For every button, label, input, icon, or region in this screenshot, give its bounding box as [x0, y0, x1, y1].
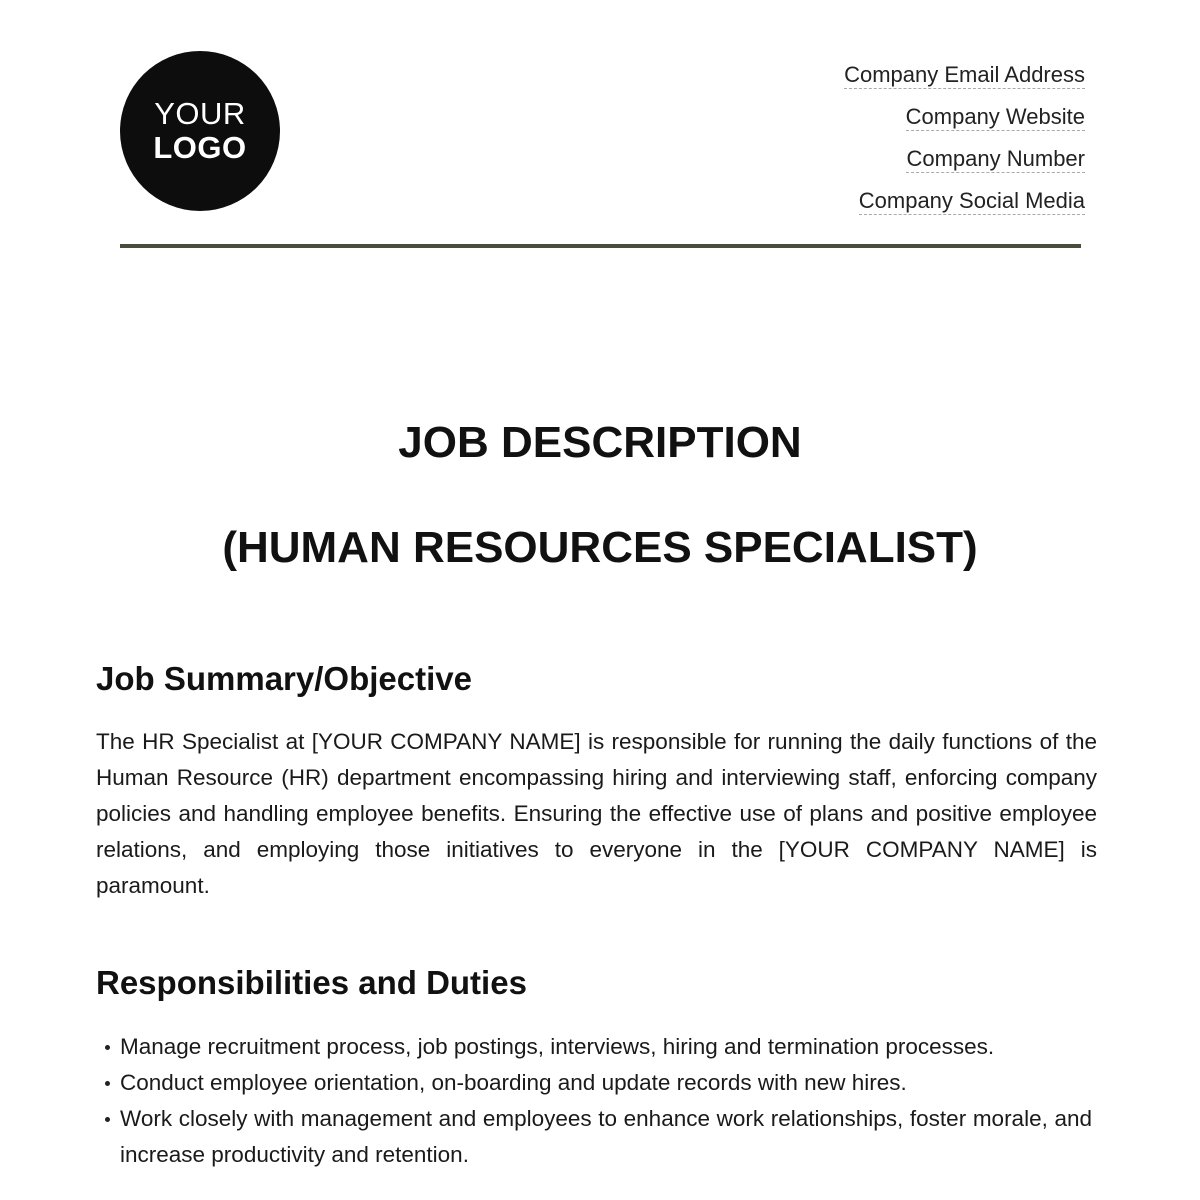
company-website: Company Website — [905, 104, 1085, 129]
document-title: JOB DESCRIPTION — [398, 418, 802, 467]
company-logo — [120, 51, 280, 211]
responsibilities-list — [96, 1029, 1092, 1173]
company-contacts — [844, 54, 1085, 222]
summary-paragraph: The HR Specialist at [YOUR COMPANY NAME] is responsible for running the daily functions of the Human Resource (HR) department encompassing hiring and interviewing staff, enforcing company policies and handling employee benefits. Ensuring the effective use of plans and positive employee relations, and employing those initiatives to everyone in the [YOUR COMPANY NAME] is paramount. — [96, 729, 1097, 898]
list-item: Work closely with management and employees to enhance work relationships, foster morale, and increase productivity and retention. — [120, 1101, 1092, 1173]
summary-heading: Job Summary/Objective — [96, 660, 472, 697]
document-subtitle: (HUMAN RESOURCES SPECIALIST) — [222, 523, 978, 572]
logo-line-1: YOUR — [154, 96, 246, 131]
company-social-media: Company Social Media — [858, 188, 1085, 213]
logo-line-2: LOGO — [153, 130, 247, 165]
responsibilities-heading: Responsibilities and Duties — [96, 964, 527, 1001]
header-divider — [120, 244, 1081, 248]
list-item: Manage recruitment process, job postings, interviews, hiring and termination processes. — [120, 1029, 1092, 1065]
company-email: Company Email Address — [844, 62, 1085, 87]
list-item: Conduct employee orientation, on-boarding and update records with new hires. — [120, 1065, 1092, 1101]
company-number: Company Number — [906, 146, 1085, 171]
